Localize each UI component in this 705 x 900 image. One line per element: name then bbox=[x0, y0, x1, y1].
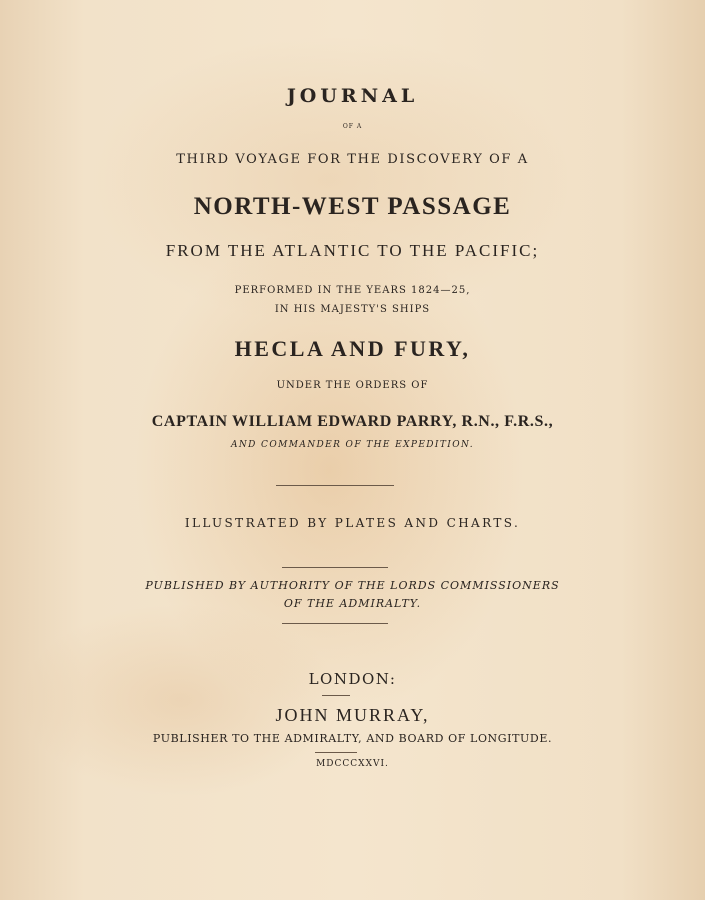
publisher-role-line: PUBLISHER TO THE ADMIRALTY, AND BOARD OF LONGITUDE. bbox=[152, 732, 553, 745]
commander-line: AND COMMANDER OF THE EXPEDITION. bbox=[231, 440, 474, 450]
ships-names-title: HECLA AND FURY, bbox=[234, 336, 471, 361]
of-a-text: OF A bbox=[342, 123, 363, 130]
city-line: LONDON: bbox=[308, 670, 397, 688]
third-voyage-line: THIRD VOYAGE FOR THE DISCOVERY OF A bbox=[176, 152, 529, 167]
illustrated-line: ILLUSTRATED BY PLATES AND CHARTS. bbox=[184, 516, 521, 530]
divider-rule-2 bbox=[282, 567, 388, 568]
under-orders-line: UNDER THE ORDERS OF bbox=[276, 380, 429, 391]
captain-name-line: CAPTAIN WILLIAM EDWARD PARRY, R.N., F.R.S., bbox=[151, 413, 554, 430]
divider-rule-3 bbox=[282, 623, 388, 624]
divider-rule-5 bbox=[315, 752, 357, 753]
published-authority-line: PUBLISHED BY AUTHORITY OF THE LORDS COMMISSIONERS bbox=[145, 579, 560, 592]
north-west-passage-title: NORTH-WEST PASSAGE bbox=[193, 193, 512, 220]
admiralty-line: OF THE ADMIRALTY. bbox=[283, 597, 422, 610]
publication-year: MDCCCXXVI. bbox=[316, 759, 389, 769]
performed-years-line: PERFORMED IN THE YEARS 1824—25, bbox=[234, 285, 471, 296]
majesty-ships-line: IN HIS MAJESTY'S SHIPS bbox=[274, 304, 431, 315]
divider-rule-1 bbox=[276, 485, 394, 486]
divider-rule-4 bbox=[322, 695, 350, 696]
atlantic-pacific-line: FROM THE ATLANTIC TO THE PACIFIC; bbox=[165, 241, 540, 260]
journal-heading: JOURNAL bbox=[286, 85, 419, 107]
publisher-name: JOHN MURRAY, bbox=[275, 705, 430, 725]
